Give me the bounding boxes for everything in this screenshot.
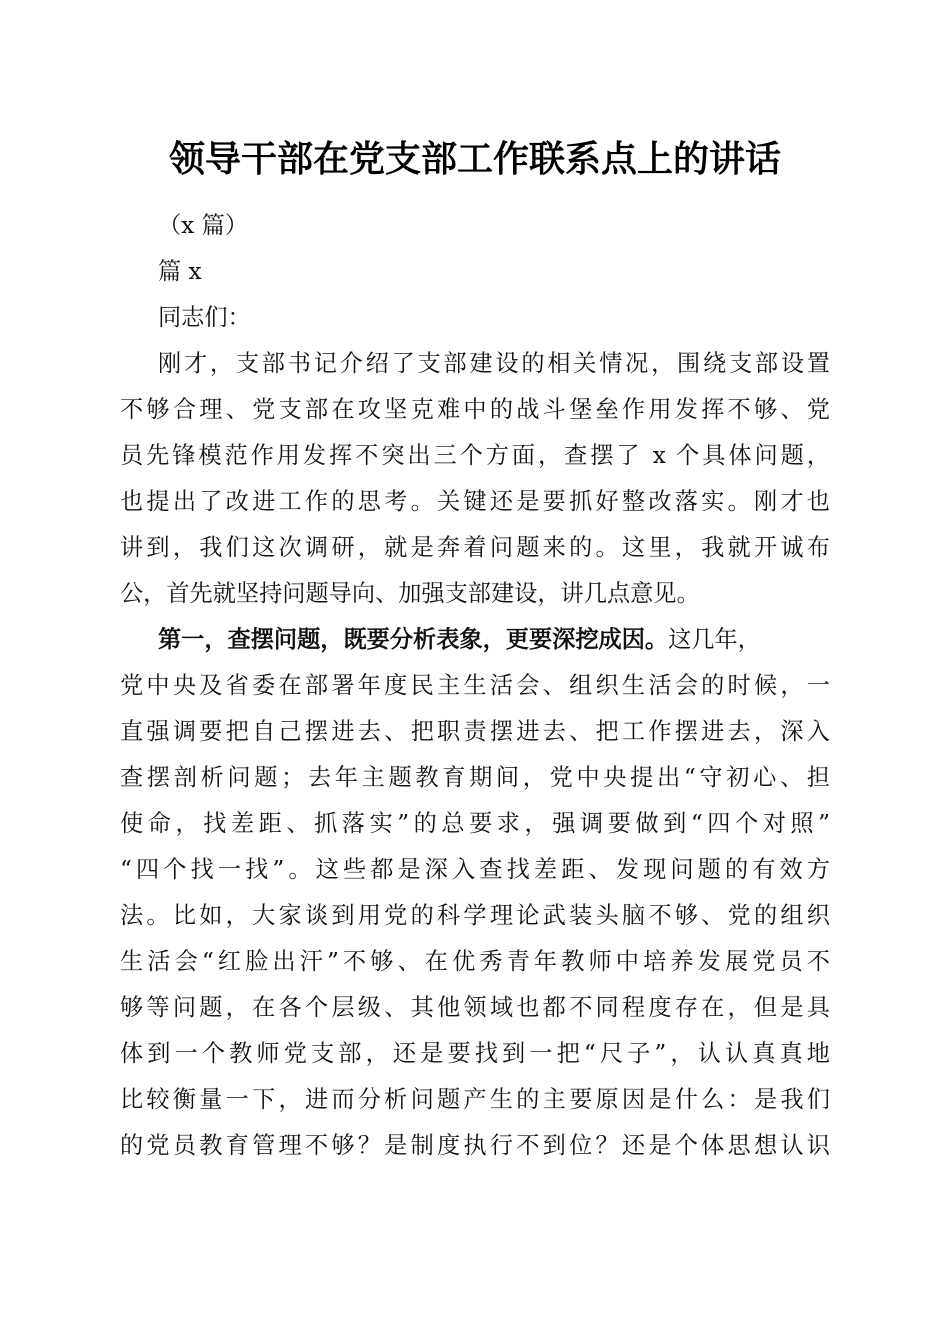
paragraph2-line: 法。比如，大家谈到用党的科学理论武装头脑不够、党的组织 bbox=[120, 902, 830, 929]
paragraph1-line: 公，首先就坚持问题导向、加强支部建设，讲几点意见。 bbox=[120, 580, 700, 607]
subtitle: （x 篇） bbox=[158, 212, 249, 239]
section-label: 篇 x bbox=[158, 258, 202, 285]
paragraph1-line: 刚才，支部书记介绍了支部建设的相关情况，围绕支部设置 bbox=[158, 350, 830, 377]
paragraph2-line: 使命，找差距、抓落实”的总要求，强调要做到“四个对照” bbox=[120, 810, 830, 837]
paragraph1-line: 不够合理、党支部在攻坚克难中的战斗堡垒作用发挥不够、党 bbox=[120, 396, 830, 423]
document-title: 领导干部在党支部工作联系点上的讲话 bbox=[168, 138, 781, 180]
paragraph2-line: 生活会“红脸出汗”不够、在优秀青年教师中培养发展党员不 bbox=[120, 948, 830, 975]
salutation: 同志们： bbox=[158, 304, 251, 331]
paragraph2-line: 查摆剖析问题；去年主题教育期间，党中央提出“守初心、担 bbox=[120, 764, 830, 791]
paragraph2-heading: 第一，查摆问题，既要分析表象，更要深挖成因。 bbox=[158, 626, 669, 653]
paragraph1-line: 员先锋模范作用发挥不突出三个方面，查摆了 x 个具体问题， bbox=[120, 442, 830, 469]
paragraph2-line: 党中央及省委在部署年度民主生活会、组织生活会的时候，一 bbox=[120, 672, 830, 699]
paragraph2-line: 够等问题，在各个层级、其他领域也都不同程度存在，但是具 bbox=[120, 994, 830, 1021]
paragraph2-line: “四个找一找”。这些都是深入查找差距、发现问题的有效方 bbox=[120, 856, 830, 883]
paragraph2-line: 比较衡量一下，进而分析问题产生的主要原因是什么：是我们 bbox=[120, 1086, 830, 1113]
paragraph1-line: 讲到，我们这次调研，就是奔着问题来的。这里，我就开诚布 bbox=[120, 534, 830, 561]
paragraph2-line: 直强调要把自己摆进去、把职责摆进去、把工作摆进去，深入 bbox=[120, 718, 830, 745]
paragraph2-first-rest: 这几年， bbox=[668, 626, 761, 653]
paragraph2-first-line bbox=[120, 617, 830, 663]
paragraph2-line: 体到一个教师党支部，还是要找到一把“尺子”，认认真真地 bbox=[120, 1040, 830, 1067]
document-body bbox=[120, 203, 830, 1169]
paragraph2-line: 的党员教育管理不够？是制度执行不到位？还是个体思想认识 bbox=[120, 1132, 830, 1159]
paragraph1-line: 也提出了改进工作的思考。关键还是要抓好整改落实。刚才也 bbox=[120, 488, 830, 515]
